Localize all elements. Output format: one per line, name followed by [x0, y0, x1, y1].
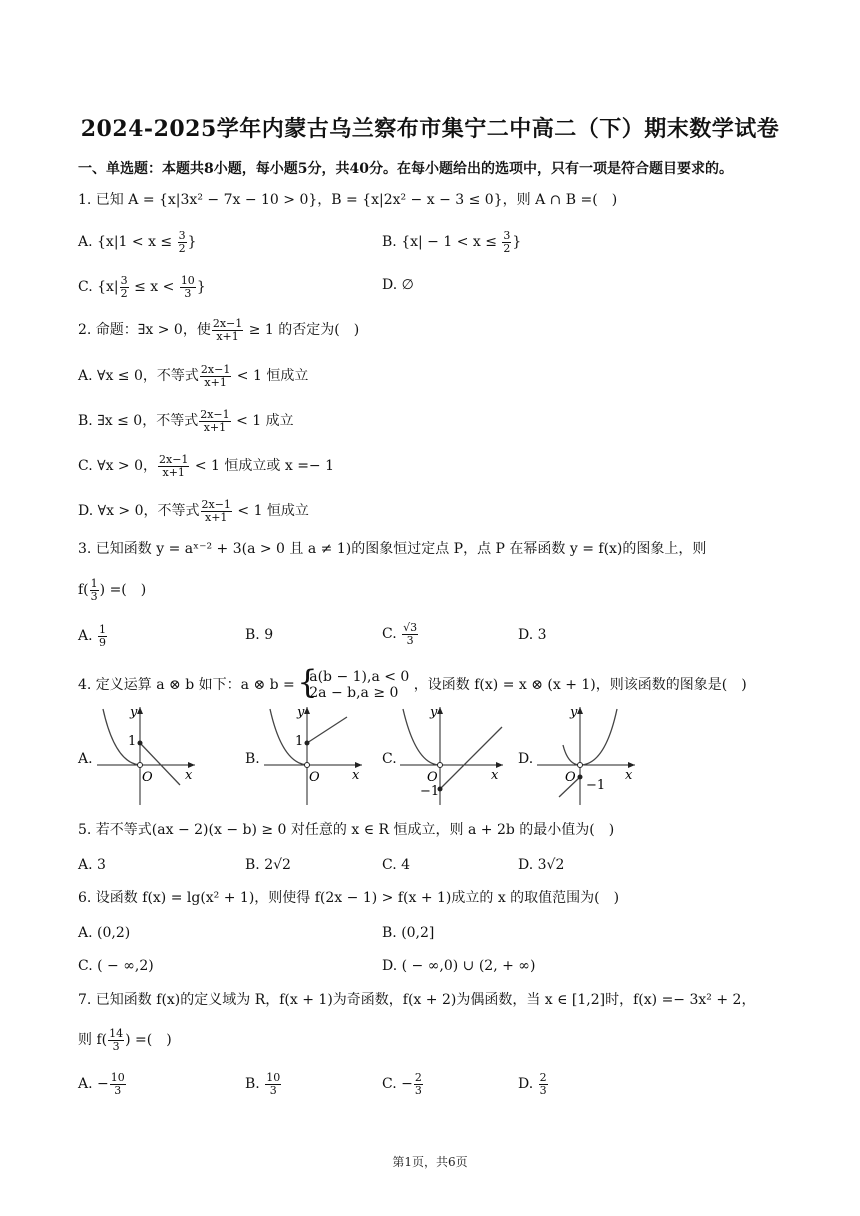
q2-stem: 2. 命题：∃x > 0，使 $\frac{2x-1}{x+1}$ ≥ 1 的否定为( ) — [78, 317, 360, 343]
q6-option-a: A. (0,2) — [78, 925, 131, 941]
q3-stem: 3. 已知函数 y = aˣ⁻² + 3(a > 0 且 a ≠ 1)的图象恒过定点 P，点 P 在幂函数 y = f(x)的图象上，则 — [78, 541, 707, 557]
q3-option-b: B. 9 — [245, 627, 274, 643]
svg-text:x: x — [625, 768, 633, 783]
svg-text:−1: −1 — [420, 784, 440, 799]
q5-option-b: B. 2√2 — [245, 857, 291, 873]
svg-text:O: O — [427, 770, 438, 785]
q3-option-a: A. $\frac{1}{9}$ — [78, 623, 107, 649]
svg-text:x: x — [491, 768, 499, 783]
svg-text:O: O — [142, 770, 153, 785]
q7-option-d: D. $\frac{2}{3}$ — [518, 1071, 547, 1097]
q2-option-a: A. ∀x ≤ 0，不等式 $\frac{2x-1}{x+1}$ < 1 恒成立 — [78, 363, 309, 389]
q7-option-b: B. $\frac{10}{3}$ — [245, 1071, 281, 1097]
svg-text:x: x — [185, 768, 193, 783]
q2-option-b: B. ∃x ≤ 0，不等式 $\frac{2x-1}{x+1}$ < 1 成立 — [78, 408, 294, 434]
q2-option-c: C. ∀x > 0， $\frac{2x-1}{x+1}$ < 1 恒成立或 x =− 1 — [78, 453, 335, 479]
q6-stem: 6. 设函数 f(x) = lg(x² + 1)，则使得 f(2x − 1) > f(x + 1)成立的 x 的取值范围为( ) — [78, 890, 620, 906]
svg-text:y: y — [297, 705, 305, 720]
q5-option-c: C. 4 — [382, 857, 411, 873]
q4-stem: 4. 定义运算 a ⊗ b 如下：a ⊗ b = { a(b − 1),a < 0 2a − b,a ≥ 0 ，设函数 f(x) = x ⊗ (x + 1)，则该函数的图象是( ) — [78, 669, 747, 701]
section-heading: 一、单选题：本题共8小题，每小题5分，共40分。在每小题给出的选项中，只有一项是符合题目要求的。 — [78, 161, 733, 177]
q4-graph-b — [262, 703, 367, 808]
q7-stem: 7. 已知函数 f(x)的定义域为 R，f(x + 1)为奇函数，f(x + 2)为偶函数，当 x ∈ [1,2]时，f(x) =− 3x² + 2， — [78, 992, 756, 1008]
svg-text:y: y — [130, 705, 138, 720]
svg-text:y: y — [430, 705, 438, 720]
q4-graph-a — [95, 703, 200, 808]
q4-option-d-label: D. — [518, 751, 534, 767]
q1-stem: 1. 已知 A = {x|3x² − 7x − 10 > 0}，B = {x|2x² − x − 3 ≤ 0}，则 A ∩ B =( ) — [78, 192, 618, 208]
svg-text:O: O — [565, 770, 576, 785]
piecewise-definition: { a(b − 1),a < 0 2a − b,a ≥ 0 — [299, 669, 409, 701]
q1-option-c: C. {x| $\frac{3}{2}$ ≤ x < $\frac{10}{3}$ } — [78, 274, 206, 300]
q1-option-b: B. {x| − 1 < x ≤ $\frac{3}{2}$ } — [382, 229, 522, 255]
q5-option-a: A. 3 — [78, 857, 106, 873]
q4-option-b-label: B. — [245, 751, 260, 767]
svg-text:x: x — [352, 768, 360, 783]
q1-option-d: D. ∅ — [382, 277, 414, 293]
svg-text:−1: −1 — [586, 778, 606, 793]
exam-title: 2024-2025学年内蒙古乌兰察布市集宁二中高二（下）期末数学试卷 — [80, 116, 780, 142]
q7-option-a: A. − $\frac{10}{3}$ — [78, 1071, 125, 1097]
q6-option-b: B. (0,2] — [382, 925, 435, 941]
page-footer: 第1页，共6页 — [392, 1155, 468, 1169]
q6-option-c: C. ( − ∞,2) — [78, 958, 154, 974]
q1-option-a: A. {x|1 < x ≤ $\frac{3}{2}$ } — [78, 229, 197, 255]
q4-graph-d — [535, 703, 640, 808]
q7-option-c: C. − $\frac{2}{3}$ — [382, 1071, 422, 1097]
q4-option-c-label: C. — [382, 751, 397, 767]
q2-option-d: D. ∀x > 0，不等式 $\frac{2x-1}{x+1}$ < 1 恒成立 — [78, 498, 309, 524]
svg-text:1: 1 — [295, 734, 304, 749]
q5-option-d: D. 3√2 — [518, 857, 565, 873]
q3-stem-2: f( $\frac{1}{3}$ ) =( ) — [78, 577, 147, 603]
q4-option-a-label: A. — [78, 751, 93, 767]
q4-graph-c — [398, 703, 508, 808]
q3-option-d: D. 3 — [518, 627, 547, 643]
svg-text:1: 1 — [128, 734, 137, 749]
q7-stem-2: 则 f( $\frac{14}{3}$ ) =( ) — [78, 1027, 172, 1053]
svg-text:O: O — [309, 770, 320, 785]
svg-text:y: y — [570, 705, 578, 720]
q6-option-d: D. ( − ∞,0) ∪ (2, + ∞) — [382, 958, 536, 974]
q3-option-c: C. $\frac{√3}{3}$ — [382, 621, 418, 647]
q5-stem: 5. 若不等式(ax − 2)(x − b) ≥ 0 对任意的 x ∈ R 恒成立，则 a + 2b 的最小值为( ) — [78, 822, 615, 838]
